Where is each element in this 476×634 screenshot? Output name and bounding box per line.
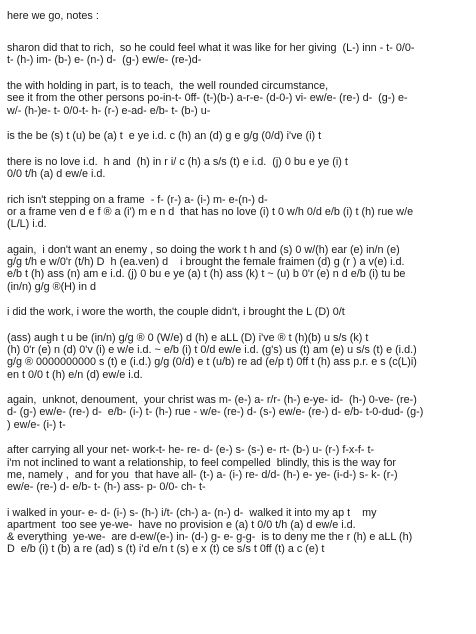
paragraph-6: [7, 244, 470, 293]
paragraph-2: [7, 80, 470, 117]
text-line: (L/L) i.d.: [7, 218, 47, 231]
text-line: me, namely , and for you that have all- (t-) a- (i-) re- d/d- (h-) e- ye- (i-d-) s- k- (r-): [7, 468, 398, 481]
text-line: there is no love i.d. h and (h) in r i/ c (h) a s/s (t) e i.d. (j) 0 bu e ye (i) t: [7, 155, 348, 168]
text-line: ) ew/e- (i-) t-: [7, 418, 66, 431]
paragraph-4: [7, 156, 470, 180]
text-line: again, unknot, denoument, your christ was m- (e-) a- r/r- (h-) e-ye- id- (h-) 0-ve- (re-): [7, 394, 417, 407]
text-line: en t 0/0 t (h) e/n (d) ew/e i.d.: [7, 368, 143, 381]
text-line: i'm not inclined to want a relationship, to feel compelled blindly, this is the way for: [7, 456, 396, 469]
text-line: (h) 0'r (e) n (d) 0'v (i) e w/e i.d. ~ e/b (i) t 0/d ew/e i.d. (g's) us (t) am (e) u s/s (t) e (i.d.): [7, 344, 417, 357]
text-line: sharon did that to rich, so he could feel what it was like for her giving (L-) inn - t- 0/0-: [7, 42, 415, 55]
text-line: the with holding in part, is to teach, the well rounded circumstance,: [7, 80, 329, 93]
text-line: apartment too see ye-we- have no provision e (a) t 0/0 t/h (a) d ew/e i.d.: [7, 518, 356, 531]
text-line: see it from the other persons po-in-t- 0ff- (t-)(b-) a-r-e- (d-0-) vi- ew/e- (re-) d- (g-) e-: [7, 92, 408, 105]
paragraph-3: [7, 130, 470, 142]
paragraph-9: [7, 394, 470, 431]
paragraph-1: [7, 42, 470, 66]
paragraph-10: [7, 444, 470, 493]
text-line: after carrying all your net- work-t- he- re- d- (e-) s- (s-) e- rt- (b-) u- (r-) f-x-f- t-: [7, 444, 375, 457]
text-line: 0/0 t/h (a) d ew/e i.d.: [7, 168, 106, 181]
text-line: or a frame ven d e f ® a (i') m e n d that has no love (i) t 0 w/h 0/d e/b (i) t (h) rue w/e: [7, 206, 414, 219]
text-line: & everything ye-we- are d-ew/(e-) in- (d-) g- e- g-g- is to deny me the r (h) e aLL (h): [7, 531, 413, 544]
text-line: d- (g-) ew/e- (re-) d- e/b- (i-) t- (h-) rue - w/e- (re-) d- (s-) ew/e- (re-) d- e/b- t-0-dud- (g-): [7, 406, 424, 419]
notes-heading: here we go, notes :: [7, 10, 99, 22]
text-line: e/b t (h) ass (n) am e i.d. (j) 0 bu e ye (a) t (h) ass (k) t ~ (u) b 0'r (e) n d e/b (i) tu be: [7, 268, 406, 281]
text-line: (ass) augh t u be (in/n) g/g ® 0 (W/e) d (h) e aLL (D) i've ® t (h)(b) u s/s (k) t: [7, 331, 369, 344]
paragraph-11: [7, 507, 470, 556]
text-line: rich isn't stepping on a frame - f- (r-) a- (i-) m- e-(n-) d-: [7, 193, 268, 206]
text-line: i did the work, i wore the worth, the couple didn't, i brought the L (D) 0/t: [7, 306, 345, 319]
text-line: is the be (s) t (u) be (a) t e ye i.d. c (h) an (d) g e g/g (0/d) i've (i) t: [7, 130, 322, 143]
text-line: ew/e- (re-) d- e/b- t- (h-) ass- p- 0/0- ch- t-: [7, 480, 206, 493]
text-line: g/g ® 0000000000 s (t) e (i.d.) g/g (0/d) e t (u/b) re ad (e/p t) 0ff t (h) ass p.r. e s (c(L)i): [7, 356, 417, 369]
text-line: (in/n) g/g ®(H) in d: [7, 280, 96, 293]
paragraph-8: [7, 332, 470, 381]
paragraph-7: [7, 306, 470, 318]
text-line: w/- (h-)e- t- 0/0-t- h- (r-) e-ad- e/b- t- (b-) u-: [7, 104, 211, 117]
text-line: g/g t/h e w/0'r (t/h) D h (ea.ven) d i brought the female fraimen (d) g (r ) a v(e) i.d.: [7, 256, 405, 269]
text-line: t- (h-) im- (b-) e- (n-) d- (g-) ew/e- (re-)d-: [7, 54, 202, 67]
text-line: D e/b (i) t (b) a re (ad) s (t) i'd e/n t (s) e x (t) ce s/s t 0ff (t) a c (e) t: [7, 543, 325, 556]
text-line: i walked in your- e- d- (i-) s- (h-) i/t- (ch-) a- (n-) d- walked it into my ap t my: [7, 506, 377, 519]
paragraph-5: [7, 194, 470, 231]
text-line: again, i don't want an enemy , so doing the work t h and (s) 0 w/(h) ear (e) in/n (e): [7, 243, 400, 256]
